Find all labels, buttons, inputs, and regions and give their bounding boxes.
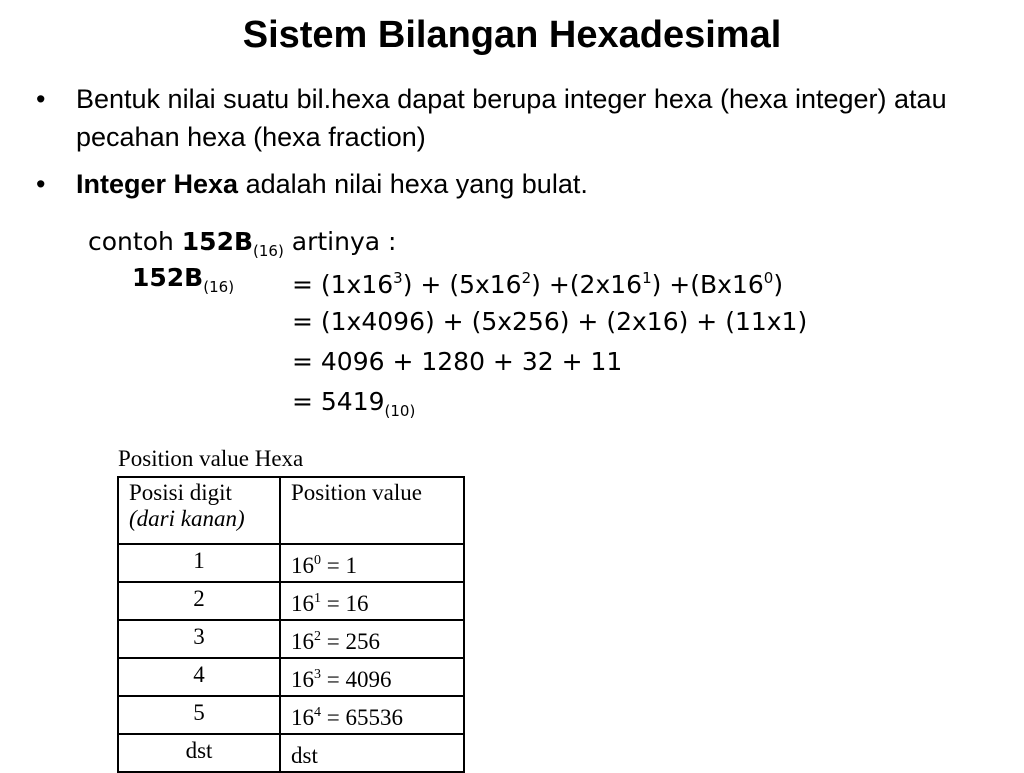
cell-value <box>280 582 464 620</box>
bullet-dot-icon: • <box>36 84 46 114</box>
bullet-dot-icon: • <box>36 169 46 199</box>
table-row <box>118 696 464 734</box>
equation-line-2: = (1x4096) + (5x256) + (2x16) + (11x1) <box>292 307 808 336</box>
position-value-table <box>117 476 465 773</box>
value-exponent: 4 <box>314 705 321 720</box>
bullet-item <box>36 165 996 203</box>
value-base: 16 <box>291 553 314 578</box>
cell-position: 5 <box>118 696 280 734</box>
value-result: = 65536 <box>321 705 403 730</box>
value-result: = 1 <box>321 553 357 578</box>
cell-value <box>280 696 464 734</box>
cell-position: 3 <box>118 620 280 658</box>
intro-suffix: artinya : <box>283 227 397 256</box>
eq-part: = (1x16 <box>292 270 394 299</box>
header-cell-position <box>118 477 280 544</box>
equation-line-4 <box>292 382 415 431</box>
equation-line-3: = 4096 + 1280 + 32 + 11 <box>292 347 623 376</box>
cell-value <box>280 734 464 772</box>
eq-part: ) + (5x16 <box>402 270 522 299</box>
eq-part: ) +(Bx16 <box>651 270 764 299</box>
cell-position: 2 <box>118 582 280 620</box>
value-base: 16 <box>291 629 314 654</box>
value-exponent: 1 <box>314 591 321 606</box>
table-row <box>118 544 464 582</box>
header-cell-value: Position value <box>280 477 464 544</box>
cell-position: dst <box>118 734 280 772</box>
eq-exponent: 2 <box>521 269 532 287</box>
eq-part: ) <box>773 270 784 299</box>
cell-value <box>280 658 464 696</box>
lhs-number-value: 152B <box>132 263 204 292</box>
lhs-number <box>132 258 234 307</box>
value-base: 16 <box>291 705 314 730</box>
eq-exponent: 3 <box>393 269 403 287</box>
intro-prefix: contoh <box>88 227 182 256</box>
bullet-item <box>36 80 996 156</box>
slide-title: Sistem Bilangan Hexadesimal <box>242 14 782 56</box>
table-header-row <box>118 477 464 544</box>
cell-position: 1 <box>118 544 280 582</box>
bullet-text: adalah nilai hexa yang bulat. <box>238 169 588 199</box>
value-exponent: 3 <box>314 667 321 682</box>
header-position-note: (dari kanan) <box>129 506 245 531</box>
lhs-base: (16) <box>203 278 235 296</box>
eq-exponent: 1 <box>642 269 652 287</box>
value-base: 16 <box>291 667 314 692</box>
table-caption: Position value Hexa <box>118 446 304 471</box>
table-row <box>118 620 464 658</box>
equation-line-1 <box>292 258 783 305</box>
bullet-bold-term: Integer Hexa <box>76 169 239 199</box>
value-exponent: 2 <box>314 629 321 644</box>
table-row <box>118 658 464 696</box>
value-exponent: 0 <box>314 553 321 568</box>
eq-exponent: 0 <box>763 269 774 287</box>
value-result: = 256 <box>321 629 380 654</box>
value-result: = 4096 <box>321 667 392 692</box>
intro-number: 152B <box>181 227 254 256</box>
intro-base: (16) <box>253 242 284 260</box>
bullet-text: Bentuk nilai suatu bil.hexa dapat berupa integer hexa (hexa integer) atau pecahan hexa (hexa fraction) <box>76 84 947 152</box>
header-position-label: Posisi digit <box>129 480 232 505</box>
value-base: 16 <box>291 591 314 616</box>
table-row <box>118 582 464 620</box>
result-base: (10) <box>384 402 416 420</box>
cell-value <box>280 620 464 658</box>
bullet-list <box>36 80 996 212</box>
cell-value <box>280 544 464 582</box>
cell-position: 4 <box>118 658 280 696</box>
result-value: = 5419 <box>292 387 385 416</box>
eq-part: ) +(2x16 <box>531 270 643 299</box>
value-result: = 16 <box>321 591 369 616</box>
value-base: dst <box>291 743 318 768</box>
table-row <box>118 734 464 772</box>
